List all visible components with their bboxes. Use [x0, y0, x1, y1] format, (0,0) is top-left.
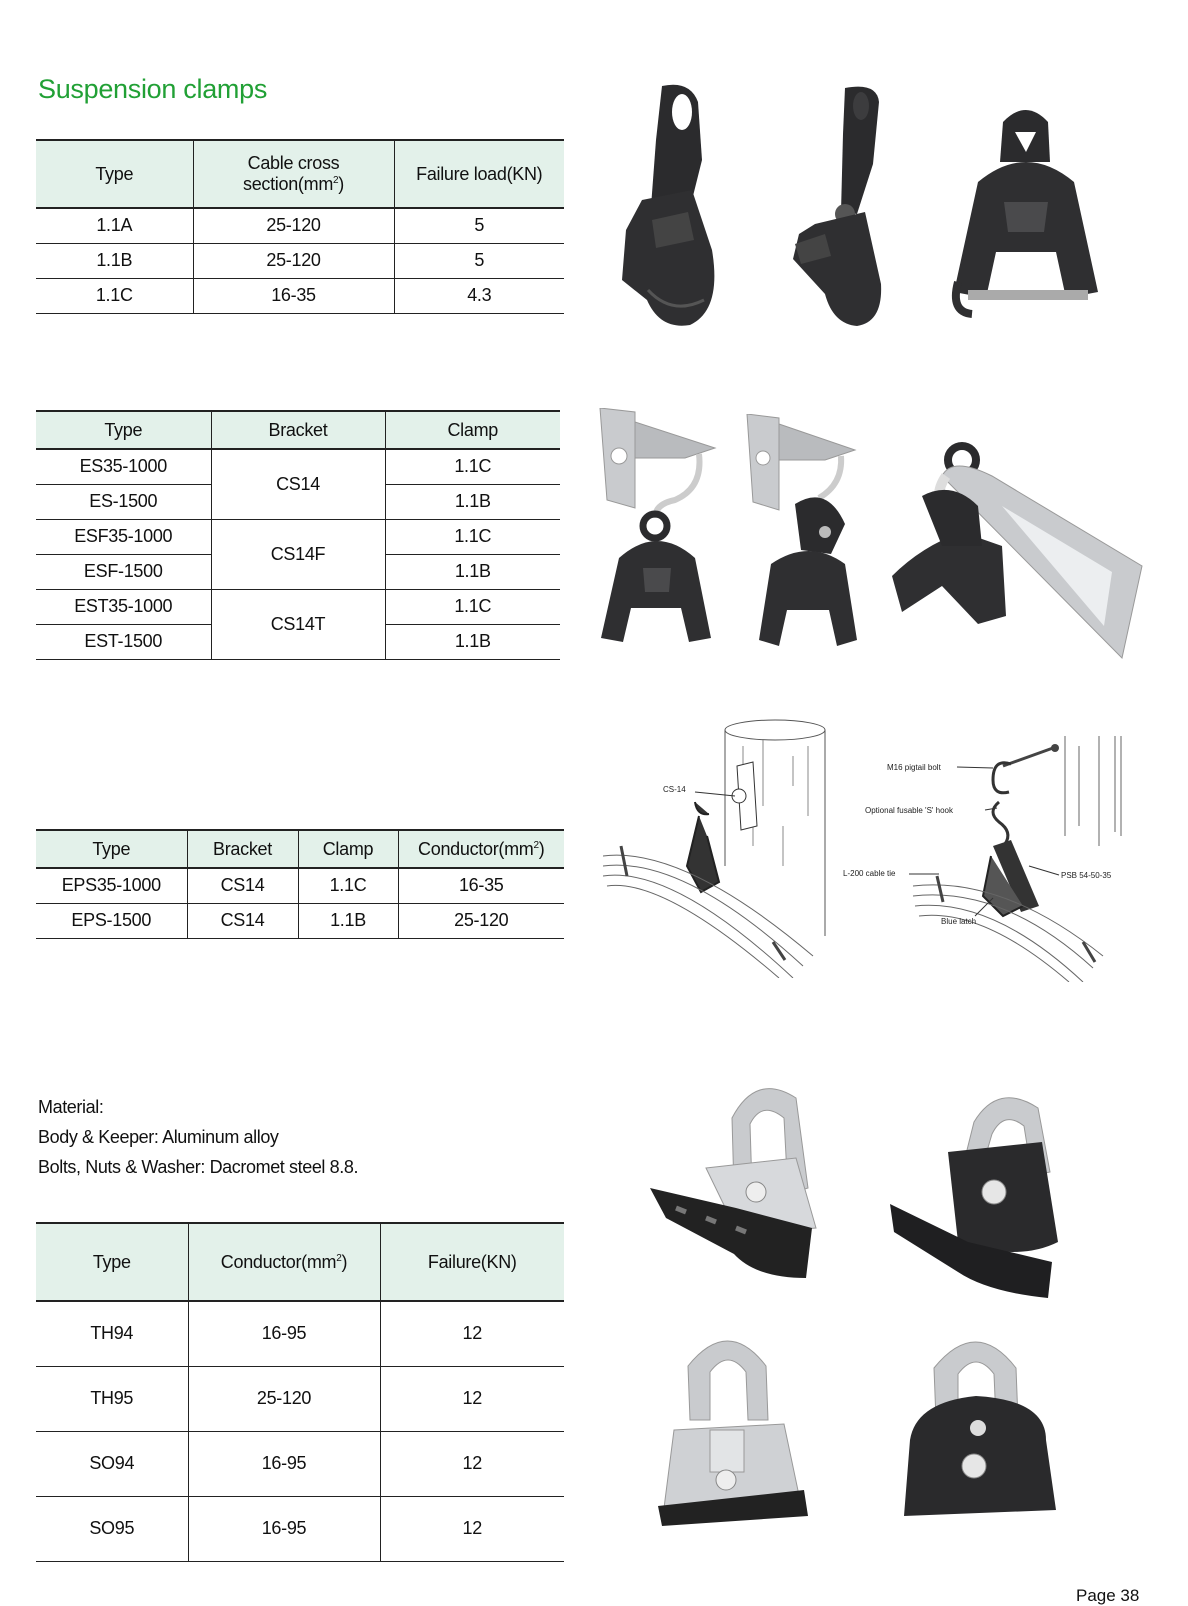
table-row: [36, 903, 564, 938]
diagram-label-bolt: M16 pigtail bolt: [887, 763, 941, 772]
col-header-type: Type: [36, 411, 211, 449]
table-header-row: [36, 830, 564, 868]
table-header-row: [36, 140, 564, 208]
col-header-type: Type: [36, 830, 187, 868]
cell-bracket: CS14: [187, 868, 298, 903]
col-header-conductor: $Conductor(mm^2)$: [398, 830, 564, 868]
cell-clamp: 1.1B: [298, 903, 398, 938]
table-header-row: [36, 411, 560, 449]
cell-conductor: 16-95: [188, 1496, 380, 1561]
clamp-1-1c-image: [948, 102, 1103, 327]
col-header-type: Type: [36, 1223, 188, 1301]
cell-type: SO95: [36, 1496, 188, 1561]
cell-type: ESF35-1000: [36, 519, 211, 554]
cell-conductor: 16-35: [398, 868, 564, 903]
cell-clamp: 1.1C: [385, 449, 560, 484]
cell-type: EST35-1000: [36, 589, 211, 624]
cell-type: TH95: [36, 1366, 188, 1431]
cell-failure-load: 5: [394, 208, 564, 243]
clamp-table: [36, 139, 564, 314]
bracket-assembly-table: [36, 410, 560, 660]
diagram-label-hook: Optional fusable 'S' hook: [865, 806, 953, 815]
diagram-label-cable-tie: L-200 cable tie: [843, 869, 896, 878]
col-header-failure: Failure(KN): [380, 1223, 564, 1301]
eps-assembly-table: [36, 829, 564, 939]
cell-failure: 12: [380, 1366, 564, 1431]
cell-bracket: CS14: [187, 903, 298, 938]
clamp-1-1b-image: [785, 84, 895, 329]
table-row: [36, 208, 564, 243]
cell-failure: 12: [380, 1301, 564, 1366]
material-line-bolts: Bolts, Nuts & Washer: Dacromet steel 8.8.: [38, 1157, 359, 1177]
cell-failure-load: 5: [394, 243, 564, 278]
table-row: [36, 1431, 564, 1496]
cell-bracket: CS14: [211, 449, 385, 519]
cell-type: EPS35-1000: [36, 868, 187, 903]
col-header-clamp: Clamp: [298, 830, 398, 868]
table-row: [36, 868, 564, 903]
cell-type: ESF-1500: [36, 554, 211, 589]
diagram-label-latch: Blue latch: [941, 917, 977, 926]
col-header-clamp: Clamp: [385, 411, 560, 449]
col-header-bracket: Bracket: [187, 830, 298, 868]
cell-clamp: 1.1C: [385, 519, 560, 554]
cell-type: EPS-1500: [36, 903, 187, 938]
col-header-type: Type: [36, 140, 193, 208]
table-row: [36, 243, 564, 278]
cell-failure-load: 4.3: [394, 278, 564, 313]
page-number: Page 38: [1076, 1586, 1140, 1605]
cell-cable-section: 25-120: [193, 243, 394, 278]
clamp-th95-image: [888, 1092, 1068, 1302]
cell-clamp: 1.1B: [385, 554, 560, 589]
aluminum-clamp-table: [36, 1222, 564, 1562]
cell-bracket: CS14T: [211, 589, 385, 659]
cell-failure: 12: [380, 1496, 564, 1561]
est-assembly-image: [882, 436, 1152, 660]
col-header-conductor: $Conductor(mm^2)$: [188, 1223, 380, 1301]
cell-failure: 12: [380, 1431, 564, 1496]
table-header-row: [36, 1223, 564, 1301]
diagram-label-cs14: CS-14: [663, 785, 686, 794]
cell-conductor: 16-95: [188, 1301, 380, 1366]
clamp-th94-image: [646, 1078, 832, 1298]
col-header-bracket: Bracket: [211, 411, 385, 449]
cell-bracket: CS14F: [211, 519, 385, 589]
cell-cable-section: 25-120: [193, 208, 394, 243]
table-row: [36, 1301, 564, 1366]
cell-clamp: 1.1B: [385, 484, 560, 519]
installation-diagram-right: [843, 736, 1126, 982]
material-line-body: Body & Keeper: Aluminum alloy: [38, 1127, 279, 1147]
clamp-so95-image: [896, 1330, 1064, 1518]
page-title: Suspension clamps: [38, 74, 268, 104]
cell-type: EST-1500: [36, 624, 211, 659]
cell-type: 1.1A: [36, 208, 193, 243]
cell-conductor: 25-120: [188, 1366, 380, 1431]
es-assembly-image: [595, 408, 745, 653]
diagram-label-psb: PSB 54-50-35: [1061, 871, 1112, 880]
cell-type: ES35-1000: [36, 449, 211, 484]
clamp-1-1a-image: [612, 80, 742, 335]
esf-assembly-image: [745, 414, 873, 654]
cell-type: TH94: [36, 1301, 188, 1366]
cell-clamp: 1.1C: [298, 868, 398, 903]
cell-conductor: 16-95: [188, 1431, 380, 1496]
cell-cable-section: 16-35: [193, 278, 394, 313]
col-header-failure-load: Failure load(KN): [394, 140, 564, 208]
cell-type: 1.1B: [36, 243, 193, 278]
material-notes: [38, 1097, 358, 1187]
clamp-so94-image: [654, 1330, 812, 1528]
installation-diagram-left: [603, 716, 833, 978]
cell-clamp: 1.1C: [385, 589, 560, 624]
material-heading: Material:: [38, 1097, 104, 1117]
table-row: [36, 1366, 564, 1431]
cell-type: ES-1500: [36, 484, 211, 519]
cell-type: 1.1C: [36, 278, 193, 313]
table-row: [36, 1496, 564, 1561]
cell-clamp: 1.1B: [385, 624, 560, 659]
table-row: [36, 519, 560, 554]
table-row: [36, 449, 560, 484]
cell-type: SO94: [36, 1431, 188, 1496]
cell-conductor: 25-120: [398, 903, 564, 938]
col-header-cable-cross-section: Cable cross $section(mm^2)$: [193, 140, 394, 208]
table-row: [36, 278, 564, 313]
table-row: [36, 589, 560, 624]
